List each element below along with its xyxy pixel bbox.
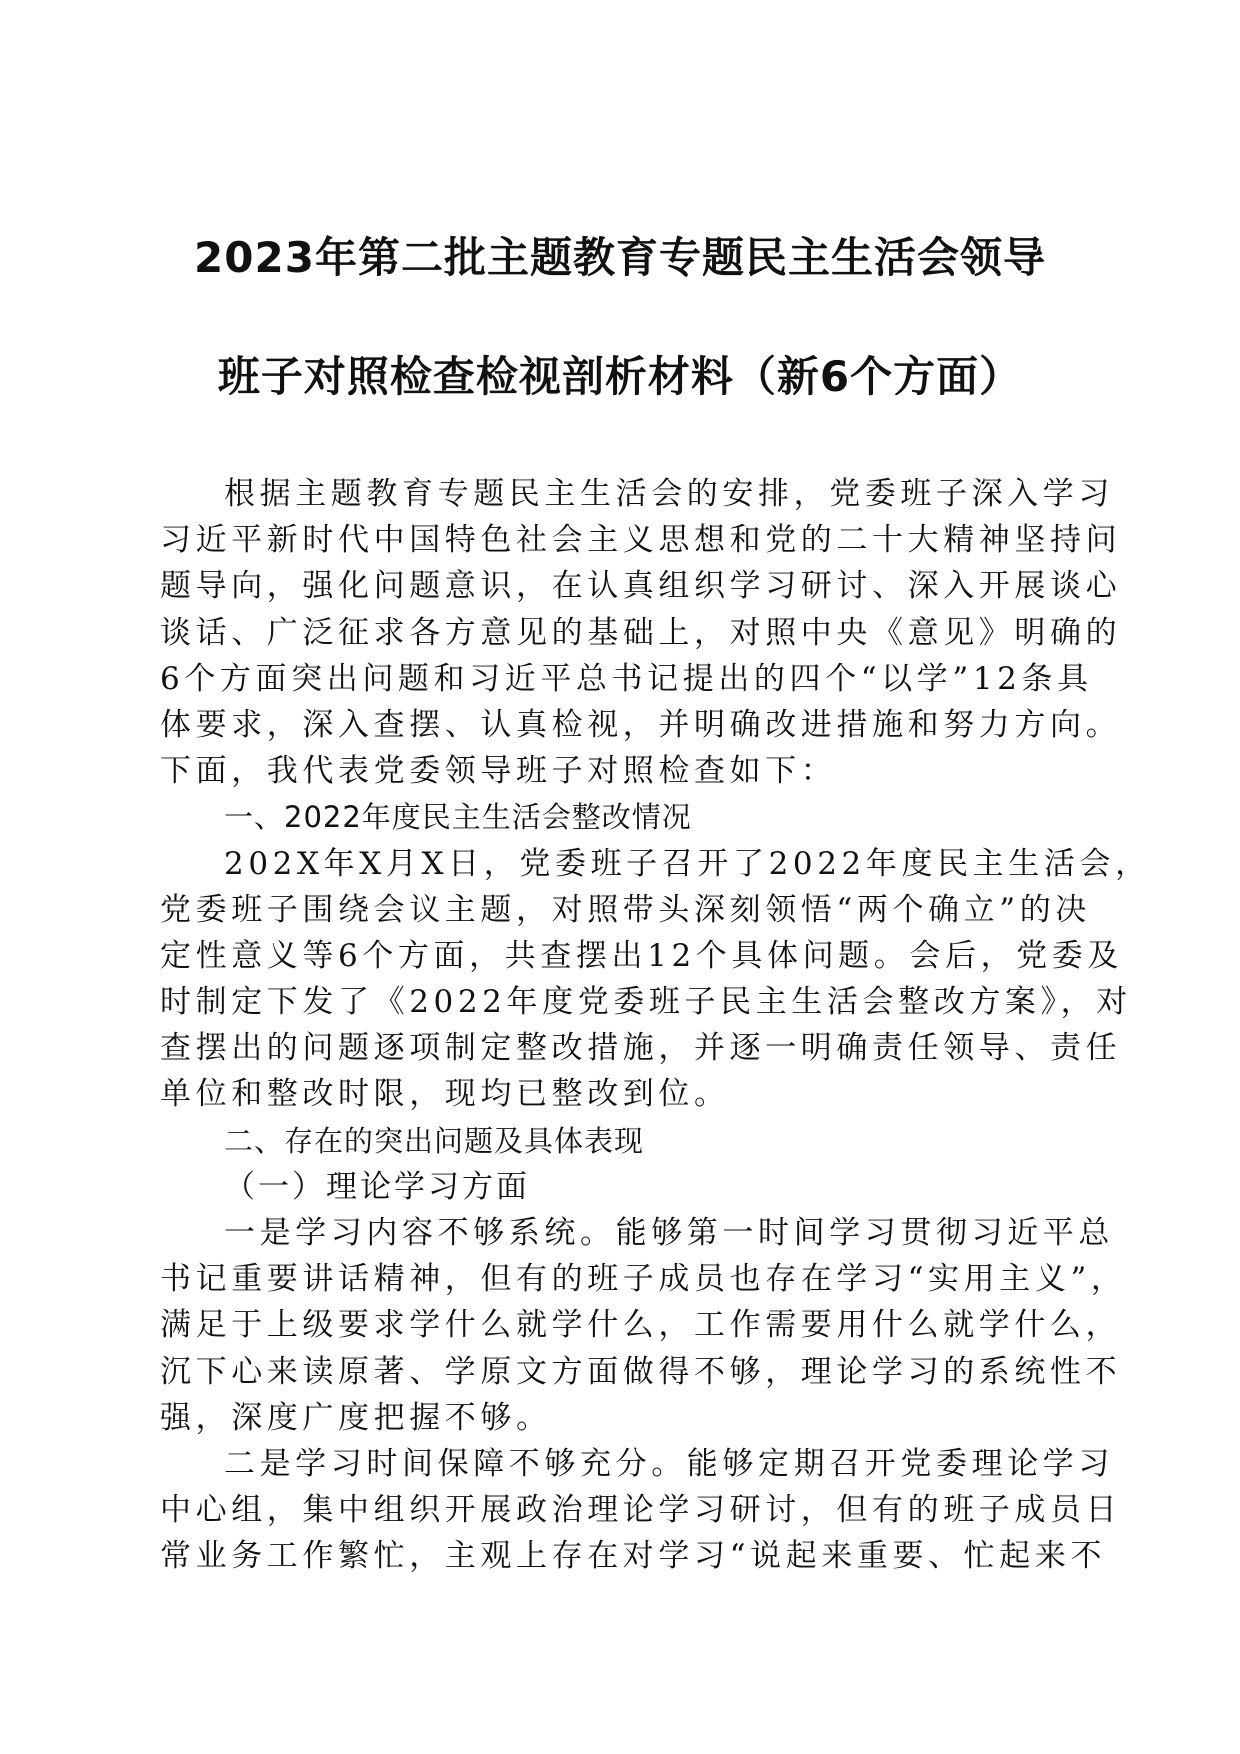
text-line: 一是学习内容不够系统。能够第一时间学习贯彻习近平总	[224, 1215, 1114, 1251]
text-line: 谈话、广泛征求各方意见的基础上，对照中央《意见》明确的	[160, 614, 1122, 651]
text-line: 满足于上级要求学什么就学什么，工作需要用什么就学什么，	[160, 1307, 1122, 1344]
subsection-heading	[160, 1164, 1080, 1210]
text-line: 202X年X月X日，党委班子召开了2022年度民主生活会，	[224, 845, 1151, 882]
text-line: 二是学习时间保障不够充分。能够定期召开党委理论学习	[224, 1445, 1114, 1482]
paragraph	[160, 1210, 1127, 1441]
text-line: 常业务工作繁忙，主观上存在对学习“说起来重要、忙起来不	[160, 1538, 1107, 1575]
text-line: 定性意义等6个方面，共查摆出12个具体问题。会后，党委及	[160, 937, 1123, 974]
text-line: 书记重要讲话精神，但有的班子成员也存在学习“实用主义”，	[160, 1261, 1127, 1298]
text-line: 下面，我代表党委领导班子对照检查如下：	[160, 753, 837, 790]
text-line: 单位和整改时限，现均已整改到位。	[160, 1076, 730, 1113]
paragraph	[160, 471, 1122, 794]
document-title-line-2: 班子对照检查检视剖析材料（新6个方面）	[217, 352, 1023, 401]
section-heading	[160, 1118, 1080, 1164]
text-line: 根据主题教育专题民主生活会的安排，党委班子深入学习	[224, 476, 1114, 512]
text-line: 党委班子围绕会议主题，对照带头深刻领悟“两个确立”的决	[160, 891, 1091, 928]
text-line: 一、2022年度民主生活会整改情况	[224, 800, 692, 835]
section-heading	[160, 794, 1080, 840]
text-line: 6个方面突出问题和习近平总书记提出的四个“以学”12条具	[160, 660, 1093, 697]
text-line: 查摆出的问题逐项制定整改措施，并逐一明确责任领导、责任	[160, 1030, 1122, 1067]
text-line: （一）理论学习方面	[224, 1168, 530, 1205]
text-line: 沉下心来读原著、学原文方面做得不够，理论学习的系统性不	[160, 1353, 1122, 1390]
text-line: 强，深度广度把握不够。	[160, 1399, 552, 1436]
document-body	[160, 471, 1151, 1580]
paragraph	[160, 1441, 1122, 1580]
text-line: 二、存在的突出问题及具体表现	[224, 1123, 645, 1158]
document-title-line-1: 2023年第二批主题教育专题民主生活会领导	[194, 233, 1046, 282]
text-line: 中心组，集中组织开展政治理论学习研讨，但有的班子成员日	[160, 1492, 1122, 1529]
text-line: 时制定下发了《2022年度党委班子民主生活会整改方案》，对	[160, 984, 1132, 1021]
text-line: 体要求，深入查摆、认真检视，并明确改进措施和努力方向。	[160, 706, 1122, 743]
paragraph	[160, 841, 1151, 1118]
text-line: 习近平新时代中国特色社会主义思想和党的二十大精神坚持问	[160, 522, 1122, 559]
text-line: 题导向，强化问题意识，在认真组织学习研讨、深入开展谈心	[160, 568, 1122, 605]
